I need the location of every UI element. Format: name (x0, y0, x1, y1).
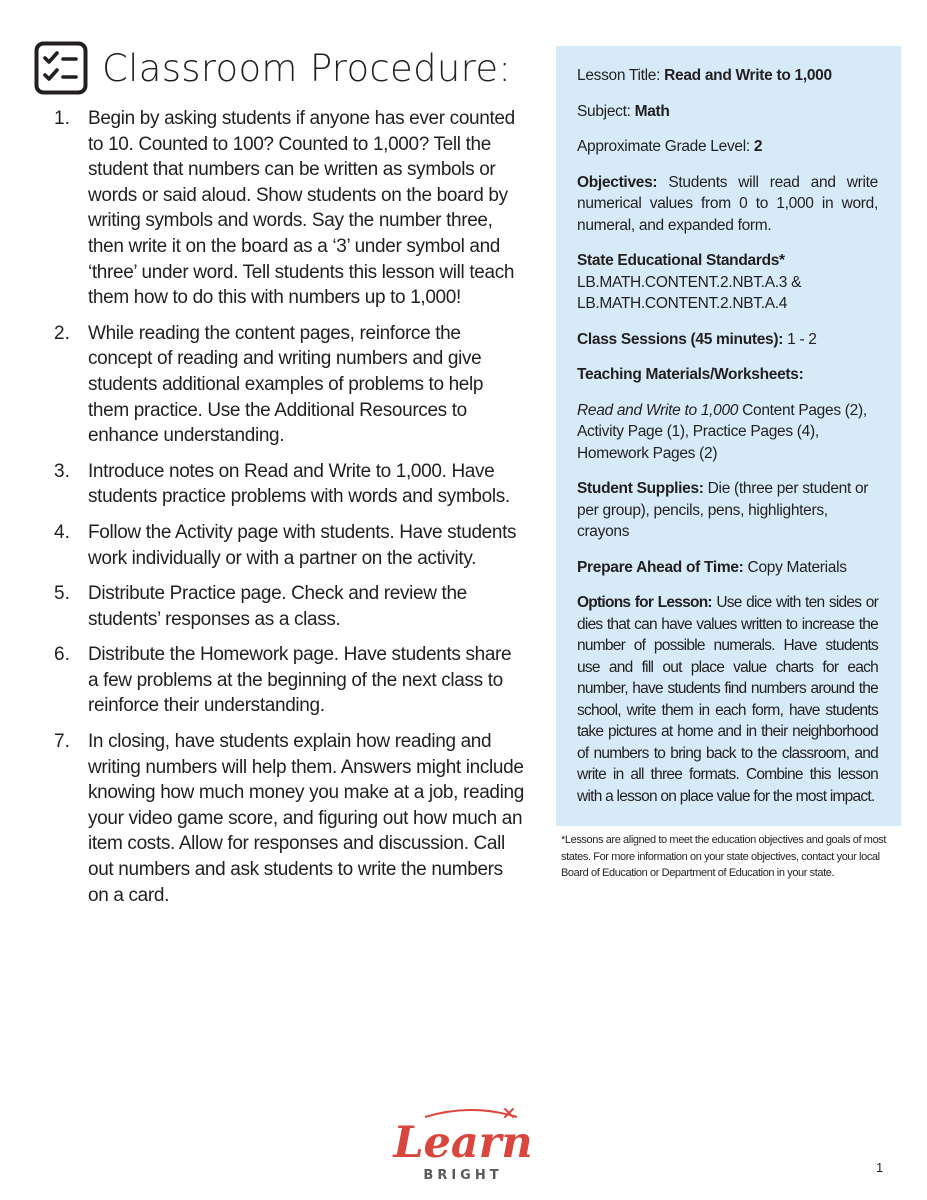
prepare-ahead-line (577, 557, 878, 579)
student-supplies-label: Student Supplies: (577, 480, 704, 497)
teaching-materials-line (577, 400, 878, 465)
options-label: Options for Lesson: (577, 594, 712, 611)
step-text: Distribute the Homework page. Have students share a few problems at the beginning of the next class to reinforce their understanding. (88, 644, 512, 717)
step-number: 2. (54, 322, 70, 344)
standards-line (577, 250, 878, 315)
page-number: 1 (876, 1160, 884, 1175)
step-number: 4. (54, 521, 70, 543)
procedure-steps (48, 106, 524, 918)
grade-level-line (577, 136, 878, 158)
teaching-materials-heading (577, 364, 878, 386)
prepare-ahead-label: Prepare Ahead of Time: (577, 558, 744, 576)
step-number: 3. (54, 460, 70, 482)
objectives-label: Objectives: (577, 173, 658, 191)
step-text: Introduce notes on Read and Write to 1,000. Have students practice problems with words and symbols. (88, 460, 510, 508)
page-title: Classroom Procedure: (102, 46, 512, 90)
teaching-materials-label: Teaching Materials/Worksheets: (577, 366, 804, 383)
procedure-step (48, 321, 524, 449)
student-supplies-value: Die (three per student or per group), pencils, pens, highlighters, crayons (577, 480, 869, 540)
step-text: In closing, have students explain how reading and writing numbers will help them. Answers might include knowing how much money you make at a job, reading your video game score, and figuring out how much an item costs. Allow for responses and discussion. Call out numbers and ask students to write the numbers on a card. (88, 731, 524, 906)
class-sessions-label: Class Sessions (45 minutes): (577, 330, 784, 348)
logo-wordmark: Learn (393, 1118, 533, 1168)
checklist-icon (34, 41, 88, 95)
page-header (34, 40, 511, 96)
step-number: 6. (54, 644, 70, 666)
class-sessions-value: 1 - 2 (783, 330, 817, 348)
learn-bright-logo (385, 1107, 541, 1183)
subject-line (577, 101, 878, 123)
objectives-line (577, 172, 878, 237)
options-value: Use dice with ten sides or dies that can have values written to increase the number of possible numerals. Have students use and fill out place value charts for each number, have students find numbers around the school, write them in each form, have students take pictures at home and in their neighborhood of numbers to bring back to the classroom, and write in all three formats. Combine this lesson with a lesson on place value for the most impact. (577, 594, 879, 805)
procedure-step (48, 729, 524, 908)
lesson-title-value: Read and Write to 1,000 (664, 67, 832, 84)
logo-subword: BRIGHT (423, 1168, 503, 1183)
prepare-ahead-value: Copy Materials (743, 558, 847, 576)
step-number: 7. (54, 731, 70, 753)
standards-label: State Educational Standards* (577, 252, 785, 269)
lesson-info-panel (556, 46, 901, 826)
step-number: 5. (54, 583, 70, 605)
step-text: While reading the content pages, reinforce the concept of reading and writing numbers and give students additional examples of problems to help them practice. Use the Additional Resources to enhance understanding. (88, 322, 484, 447)
subject-label: Subject: (577, 102, 635, 120)
step-text: Follow the Activity page with students. Have students work individually or with a partner on the activity. (88, 521, 517, 569)
objectives-value: Students will read and write numerical values from 0 to 1,000 in word, numeral, and expanded form. (577, 173, 878, 234)
class-sessions-line (577, 329, 878, 351)
grade-level-value: 2 (753, 138, 763, 155)
step-text: Distribute Practice page. Check and review the students’ responses as a class. (88, 583, 467, 630)
student-supplies-line (577, 478, 878, 543)
grade-level-label: Approximate Grade Level: (577, 138, 754, 155)
materials-value: Content Pages (2), Activity Page (1), Practice Pages (4), Homework Pages (2) (577, 401, 867, 462)
options-line (577, 592, 878, 807)
standards-value: LB.MATH.CONTENT.2.NBT.A.3 & LB.MATH.CONTENT.2.NBT.A.4 (577, 273, 802, 312)
procedure-step (48, 520, 524, 571)
step-text: Begin by asking students if anyone has ever counted to 10. Counted to 100? Counted to 1,000? Tell the student that numbers can be written as symbols or words or said aloud. Show students on the board by writing symbols and words. Say the number three, then write it on the board as a ‘3’ under symbol and ‘three’ under word. Tell students this lesson will teach them how to do this with numbers up to 1,000! (88, 108, 515, 309)
standards-footnote: *Lessons are aligned to meet the education objectives and goals of most states. For more information on your state objectives, contact your local Board of Education or Department of Education in your state. (561, 834, 887, 880)
lesson-title-label: Lesson Title: (577, 67, 665, 84)
procedure-step (48, 581, 524, 632)
materials-title: Read and Write to 1,000 (577, 401, 739, 419)
procedure-step (48, 106, 524, 311)
step-number: 1. (54, 108, 70, 129)
lesson-title-line (577, 65, 878, 87)
subject-value: Math (634, 102, 670, 120)
procedure-step (48, 642, 524, 719)
procedure-step (48, 459, 524, 510)
